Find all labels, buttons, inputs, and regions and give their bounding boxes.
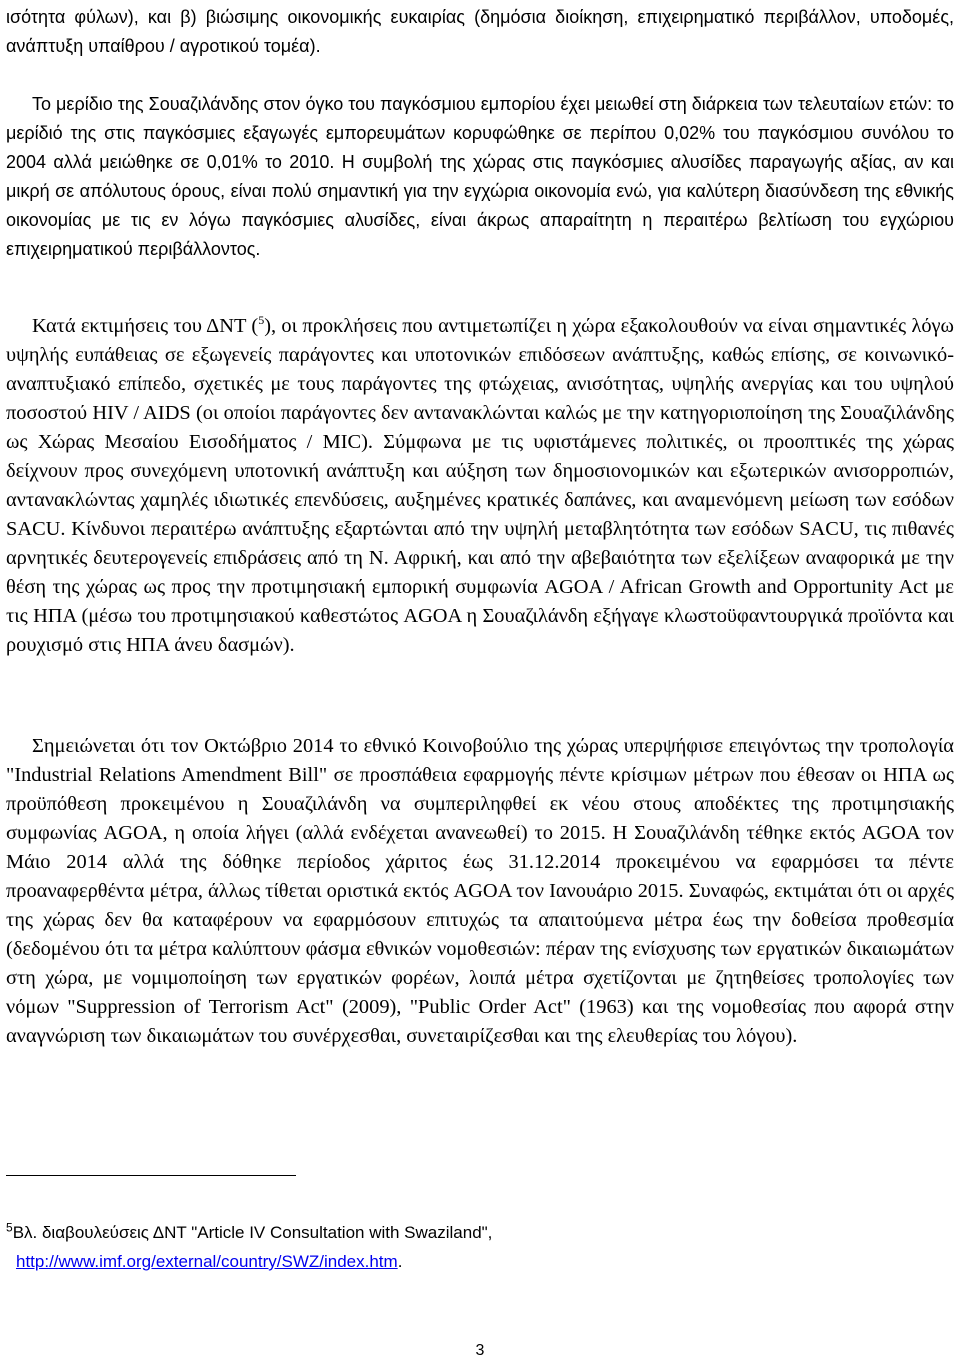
footnote-trailing: .: [397, 1252, 403, 1271]
imf-text-before: Κατά εκτιμήσεις του ΔΝΤ (: [32, 315, 259, 337]
paragraph-agoa: Σημειώνεται ότι τον Οκτώβριο 2014 το εθνικό Κοινοβούλιο της χώρας υπερψήφισε επειγόντως την τροπολογία "Industrial Relations Amendment Bill" σε προσπάθεια εφαρμογής πέντε κρίσιμων μέτρων που έθεσαν οι ΗΠΑ ως προϋπόθεση προκειμένου η Σουαζιλάνδη να συμπεριληφθεί εκ νέου στους αποδέκτες της προτιμησιακής συμφωνίας AGOA, η οποία λήγει (αλλά ενδέχεται ανανεωθεί) το 2015. Η Σουαζιλάνδη τέθηκε εκτός AGOA τον Μάιο 2014 αλλά της δόθηκε περίοδος χάριτος έως 31.12.2014 προκειμένου να εφαρμόσει τα πέντε προαναφερθέντα μέτρα, άλλως τίθεται οριστικά εκτός AGOA τον Ιανουάριο 2015. Συναφώς, εκτιμάται ότι οι αρχές της χώρας δεν θα καταφέρουν να εφαρμόσουν επιτυχώς τα απαιτούμενα μέτρα έως την δοθείσα προθεσμία (δεδομένου ότι τα μέτρα καλύπτουν φάσμα εθνικών νομοθεσιών: πέραν της ενίσχυσης των εργατικών δικαιωμάτων στη χώρα, με νομιμοποίηση των εργατικών φορέων, λοιπά μέτρα σχετίζονται με ζητηθείσες τροπολογίες των νόμων "Suppression of Terrorism Act" (2009), "Public Order Act" (1963) και της νομοθεσίας που αφορά στην αναγνώριση των δικαιωμάτων του συνέρχεσθαι, συνεταιρίζεσθαι και της ελευθερίας του λόγου).: [6, 735, 954, 1047]
footnote-number: 5: [6, 1220, 13, 1235]
imf-link[interactable]: http://www.imf.org/external/country/SWZ/index.htm: [16, 1252, 398, 1271]
footnote-link-line: [6, 1247, 954, 1276]
page-number: 3: [475, 1342, 485, 1359]
paragraph-continuation: ισότητα φύλων), και β) βιώσιμης οικονομικής ευκαιρίας (δημόσια διοίκηση, επιχειρηματικό περιβάλλον, υποδομές, ανάπτυξη υπαίθρου / αγροτικού τομέα).: [6, 7, 954, 56]
imf-text-after: ), οι προκλήσεις που αντιμετωπίζει η χώρα εξακολουθούν να είναι σημαντικές λόγω υψηλής ευπάθειας σε εξωγενείς παράγοντες και υποτονικών επιδόσεων ανάπτυξης, καθώς επίσης, σε κοινωνικό-αναπτυξιακό επίπεδο, σχετικές με τους παράγοντες της φτώχειας, ανισότητας, υψηλής ανεργίας και του υψηλού ποσοστού HIV / AIDS (οι οποίοι παράγοντες δεν αντανακλώνται καλώς με την κατηγοριοποίηση της Σουαζιλάνδης ως Χώρας Μεσαίου Εισοδήματος / MIC). Σύμφωνα με τις υφιστάμενες πολιτικές, οι προοπτικές της χώρας δείχνουν προς συνεχόμενη υποτονική ανάπτυξη και αύξηση των δημοσιονομικών και εξωτερικών ανισορροπιών, αντανακλώντας χαμηλές ιδιωτικές επενδύσεις, αυξημένες κρατικές δαπάνες, και αναμενόμενη μείωση των εσόδων SACU. Κίνδυνοι περαιτέρω ανάπτυξης εξαρτώνται από την υψηλή μεταβλητότητα των εσόδων SACU, τις πιθανές αρνητικές δευτερογενείς επιδράσεις από τη Ν. Αφρική, και από την αβεβαιότητα των εξελίξεων αναφορικά με την θέση της χώρας ως προς την προτιμησιακή εμπορική συμφωνία AGOA / African Growth and Opportunity Act με τις ΗΠΑ (μέσω του προτιμησιακού καθεστώτος AGOA η Σουαζιλάνδη εξήγαγε κλωστοϋφαντουργικά προϊόντα και ρουχισμό στις ΗΠΑ άνευ δασμών).: [6, 315, 954, 656]
footnote-separator: [6, 1175, 296, 1176]
paragraph-trade-share: Το μερίδιο της Σουαζιλάνδης στον όγκο του παγκόσμιου εμπορίου έχει μειωθεί στη διάρκεια των τελευταίων ετών: το μερίδιό της στις παγκόσμιες εξαγωγές εμπορευμάτων κορυφώθηκε σε περίπου 0,02% του παγκόσμιου συνόλου το 2004 αλλά μειώθηκε σε 0,01% το 2010. Η συμβολή της χώρας στις παγκόσμιες αλυσίδες παραγωγής αξίας, αν και μικρή σε απόλυτους όρους, είναι πολύ σημαντική για την εγχώρια οικονομία ενώ, για καλύτερη διασύνδεση της εθνικής οικονομίας με τις εν λόγω παγκόσμιες αλυσίδες, είναι άκρως απαραίτητη η περαιτέρω βελτίωση του εγχώριου επιχειρηματικού περιβάλλοντος.: [6, 94, 954, 259]
footnote: [6, 1218, 954, 1276]
footnote-reference[interactable]: 5: [258, 313, 265, 328]
paragraph-imf-assessment: [6, 312, 954, 660]
footnote-text: Βλ. διαβουλεύσεις ΔΝΤ "Article IV Consultation with Swaziland",: [12, 1223, 493, 1242]
